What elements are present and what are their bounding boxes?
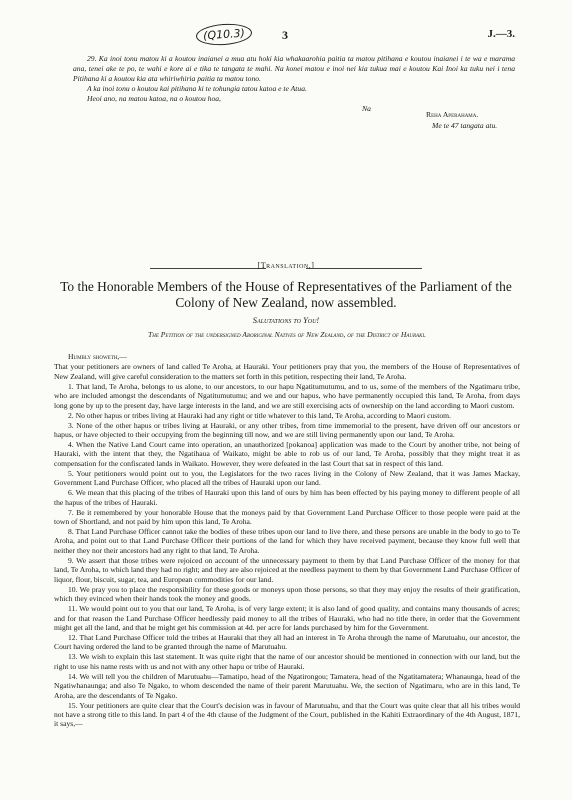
petition-heading: The Petition of the undersigned Aboriginal Natives of New Zealand, of the District of Hauraki. bbox=[147, 330, 427, 339]
paragraph-9: 9. We assert that those tribes were rejoiced on account of the unnecessary payment to them by that Land Purchase Officer of the money for that land, Te Aroha, to which land they had no right; and they are also rejoiced at the needless payment to them by that Government Land Purchase Officer of liquor, flour, biscuit, sugar, tea, and European commodities for our land. bbox=[54, 555, 520, 584]
paragraph-intro: That your petitioners are owners of land called Te Aroha, at Hauraki. Your petitioners pray that you, the members of the House of Representatives of New Zealand, will give careful consideration to the matters set forth in this petition, respecting their land, Te Aroha. bbox=[54, 362, 520, 381]
paragraph-10: 10. We pray you to place the responsibility for these goods or moneys upon those persons, so that they may enjoy the results of their gratification, which they evinced when their hands took the money and goods. bbox=[54, 584, 520, 604]
maori-paragraph-closing: Heoi ano, na matou katoa, na o koutou hoa, bbox=[87, 94, 221, 103]
paragraph-4: 4. When the Native Land Court came into operation, an unauthorized [pokanoa] application was made to the Court by another tribe, not being of Hauraki, with the intent that they, the Ngatihaua of Waikato, might be able to rob us of our land, Te Aroha, possibly that they might treat it as compensation for the confiscated lands in Waikato. However, they were defeated in the last Court that sat in respect of this land. bbox=[54, 440, 520, 468]
paragraph-3: 3. None of the other hapus or tribes living at Hauraki, or any other tribes, from time immemorial to the present, have driven off our ancestors or hapus, or have objected to their occupying from the beginning till now, and we are still living permanently upon our land, Te Aroha. bbox=[54, 420, 520, 440]
paragraph-13: 13. We wish to explain this last statement. It was quite right that the name of our ancestor should be mentioned in connection with our land, but the right to use his name rests with us and not with any other hapu or tribe of Hauraki. bbox=[54, 652, 520, 671]
paragraph-7: 7. Be it remembered by your honorable House that the moneys paid by that Government Land Purchase Officer to those people were paid at the town of Shortland, and not paid by him upon this land, Te Aroha. bbox=[54, 507, 520, 527]
paragraph-2: 2. No other hapus or tribes living at Hauraki had any right or title whatever to this land, Te Aroha, according to Maori custom. bbox=[68, 410, 451, 420]
paragraph-1: 1. That land, Te Aroha, belongs to us alone, to our ancestors, to our hapu Ngatitumutumu, and to us, some of the members of the Ngatimaru tribe, who are included amongst the descendants of Ngatitumutumu; and we and our hapus, who have permanently occupied this land, Te Aroha, from days long gone by up to the present day, have large interests in the land, and we are still exercising acts of ownership on the land according to Maori custom. bbox=[54, 381, 520, 410]
rule-right bbox=[306, 268, 422, 269]
page-number: 3 bbox=[282, 28, 288, 42]
paragraph-11: 11. We would point out to you that our land, Te Aroha, is of very large extent; it is also land of good quality, and contains many thousands of acres; and for that reason the Land Purchase Officer heedlessly paid money to all the tribes of Hauraki, who had no title there, in order that the Government might get all the land, and that he might get his commission at 4d. per acre for lands purchased by him for the Government. bbox=[54, 604, 520, 632]
maori-text-block bbox=[73, 54, 515, 104]
salutation: Salutations to You! bbox=[252, 316, 320, 325]
paragraph-15: 15. Your petitioners are quite clear that the Court's decision was in favour of Marutuahu, and that the Court was quite clear that all his tribes would not have a strong title to this land. In part 4 of the 4th clause of the Judgment of the Court, published in the Kahiti Extraordinary of the 4th August, 1871, it says,— bbox=[54, 700, 520, 729]
signature-count: Me te 47 tangata atu. bbox=[432, 121, 498, 130]
paragraph-12: 12. That Land Purchase Officer told the tribes at Hauraki that they all had an interest in Te Aroha through the name of Marutuahu, our ancestor, the Court having ordered the land to be granted through the name of Marutuahu. bbox=[54, 632, 520, 652]
maori-paragraph-29: 29. Ka inoi tonu matou ki a koutou inaianei a mua atu hoki kia whakaarohia paitia ta matou pitihana e koutou inaianei i te wa e marama ana, tenei ake te po, te wahi e kore ai e tika te tangata te mahi. Na konei matou e inoi nei kia tukua mai e koutou Kai Inoi ka tuku nei i tena Pitihana ki a koutou kia ata whiriwhiria paitia ta matou tono. bbox=[73, 54, 515, 83]
archive-stamp: (Q10.3) bbox=[195, 22, 252, 47]
petition-body bbox=[54, 352, 520, 729]
paper-reference: J.—3. bbox=[487, 28, 515, 40]
paragraph-8: 8. That Land Purchase Officer cannot take the bodies of these tribes upon our land to live there, and these persons are unable in the body to go to Te Aroha, and point out to that Land Purchase Officer their portions of the land for which they have received payment, because they know full well that neither they nor their ancestors had any right to that land, Te Aroha. bbox=[54, 527, 520, 555]
translation-label: [Translation.] bbox=[257, 261, 315, 270]
petition-title: To the Honorable Members of the House of Representatives of the Parliament of the Colony of New Zealand, now assembled. bbox=[60, 279, 512, 310]
paragraph-5: 5. Your petitioners would point out to you, the Legislators for the two races living in the Colony of New Zealand, that it was James Mackay, Government Land Purchase Officer, who placed all the tribes of Hauraki upon our land. bbox=[54, 468, 520, 488]
paragraph-14: 14. We will tell you the children of Marutuahu—Tamatipo, head of the Ngatirongou; Tamatera, head of the Ngatitamatera; Whanaunga, head of the Ngatiwhanaunga; and also Te Ngako, to whom descended the name of their parent Marutuahu. We, the section of Ngatimaru, who are in this land, Te Aroha, are the descendants of Te Ngako. bbox=[54, 671, 520, 700]
humbly-showeth: Humbly showeth,— bbox=[68, 352, 127, 361]
signature-na: Na bbox=[362, 104, 371, 113]
maori-paragraph-prayer: A ka inoi tonu o koutou kai pitihana ki te tohungia tatou katoa e te Atua. bbox=[87, 84, 307, 93]
signature-name: Reha Aperahama. bbox=[426, 110, 479, 119]
paragraph-6: 6. We mean that this placing of the tribes of Hauraki upon this land of ours by him has been effected by his paying money to different people of all the hapus of the tribes of Hauraki. bbox=[54, 488, 520, 507]
